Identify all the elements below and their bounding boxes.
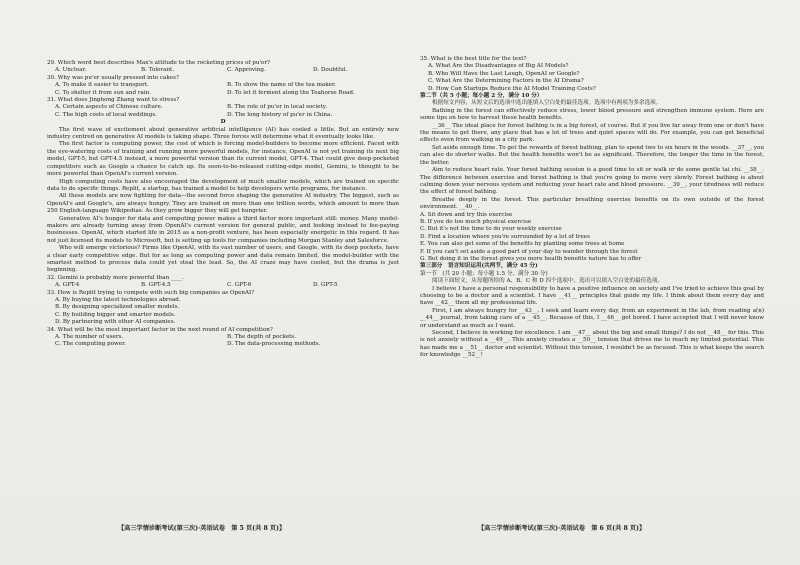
cloze-option[interactable]: E. You can also get some of the benefits by planting some trees at home [420,241,625,248]
cloze-paragraph: Set aside enough time. To get the rewards of forest bathing, plan to spend two to six hours in the woods. __37__, you can also do shorter walks. But the health benefits won't be as significant. Therefore, the longer the time in the forest, the better. [420,144,764,166]
cloze-paragraph: Aim to reduce heart rate. Your forest bathing session is a good time to sit or walk or do some gentle tai chi. __38__. The difference between exercise and forest bathing is that you're going to move very slowly. Forest bathing is about calming down your nervous system and reducing your heart rate and blood pressure. __39__, your tiredness will reduce the effect of forest bathing. [420,167,764,196]
passage-paragraph: The first wave of excitement about generative artificial intelligence (AI) has cooled a little. But an entirely new industry centred on generative AI models is taking shape. Three forces will determine what it eventually looks like. [47,126,399,141]
option[interactable]: D. Doubtful. [313,67,348,74]
page-footer: 【高三学情诊断考试(第三次)·英语试卷 第 6 页(共 8 页)】 [478,525,646,532]
cloze-option[interactable]: A. Sit down and try this exercise [420,211,513,218]
option[interactable]: C. What Are the Determining Factors in the AI Drama? [428,78,584,85]
section-instructions: 阅读下面短文，从每题所给的 A、B、C 和 D 四个选项中，选出可以填入空白处的最佳选项。 [432,278,663,285]
question-options [47,67,399,74]
option[interactable]: B. Tolerant. [141,67,175,74]
question-options [47,297,399,327]
passage-label: D [220,119,226,126]
option[interactable]: B. To show the name of the tea maker. [227,82,336,89]
left-column [47,60,399,349]
option[interactable]: D. The long history of pu'er in China. [227,111,333,118]
cloze-option[interactable]: D. Find a location where you're surrounded by a lot of trees [420,233,590,240]
option[interactable]: B. Who Will Have the Last Laugh, OpenAI or Google? [428,70,580,77]
question-options [47,334,399,349]
passage-paragraph: The first factor is computing power, the cost of which is forcing model-builders to become more efficient. Faced with the eye-watering costs of training and running more powerful models, for instance, OpenAI is not yet training its next big model, GPT-5, but GPT-4.5 instead, a more powerful version than its current model, GPT-4. That could give deep-pocketed competitors such as Google a chance to catch up. Its soon-to-be-released cutting-edge model, Gemini, is thought to be more powerful than OpenAI's current version. [47,141,399,178]
question-stem: 30. Why was pu'er usually pressed into cakes? [47,74,179,81]
option[interactable]: D. How Can Startups Reduce the AI Model Training Costs? [428,85,596,92]
passage-paragraph: Who will emerge victorious? Firms like OpenAI, with its vast number of users, and Google, with its deep pockets, have a clear early competitive edge. But for as long as computing power and data remain limited, the model-builder with the smartest method to process data could yet steal the lead. So, the AI craze may have cooled, but the drama is just beginning. [47,245,399,274]
essay-paragraph: First, I am always hungry for __43__. I seek and learn every day, from an experiment in the lab, from reading a(n) __44__ journal, from taking care of a __45__. Because of this, I __46__ get bored. I have accepted that I will never know or understand as much as I want. [420,307,764,329]
passage-paragraph: Generative AI's hunger for data and computing power makes a third factor more important still: money. Many model-makers are already turning away from OpenAI's current version for general public, and looking instead to fee-paying businesses. OpenAI, which started life in 2015 as a non-profit venture, has been especially energetic in this regard. It has not just licensed its models to Microsoft, but is setting up tools for companies including Morgan Stanley and Salesforce. [47,215,399,244]
section-instructions: 根据短文内容，从短文后的选项中选出能填入空白处的最佳选项。选项中有两项为多余选项。 [432,100,662,107]
question-stem: 33. How is Replit trying to compete with such big companies as OpenAI? [47,289,255,296]
option[interactable]: C. The computing power. [55,341,126,348]
right-column [420,56,764,360]
option[interactable]: A. Unclear. [55,67,87,74]
cloze-option[interactable]: G. But doing it in the forest gives you more health benefits nature has to offer [420,255,642,262]
option[interactable]: C. Approving. [227,67,266,74]
cloze-option[interactable]: F. If you can't set aside a good part of your day to wander through the forest [420,248,638,255]
option[interactable]: A. By buying the latest technologies abroad. [55,297,181,303]
page-footer: 【高三学情诊断考试(第三次)·英语试卷 第 5 页(共 8 页)】 [118,525,286,532]
cloze-option[interactable]: B. If you do too much physical exercise [420,218,532,225]
option[interactable]: A. GPT-4 [55,282,80,289]
option[interactable]: C. GPT-6 [227,282,252,289]
option[interactable]: C. The high costs of local weddings. [55,111,157,118]
cloze-option-list [420,212,764,264]
cloze-paragraph: __36__ The ideal place for forest bathing is in a big forest, of course. But if you live far away from one or don't have the means to get there, any place that has a lot of trees and quiet spaces will do. For example, you can get beneficial effects even from walking in a city park. [420,122,764,144]
option[interactable]: B. GPT-4.5 [141,282,171,289]
option[interactable]: A. What Are the Disadvantages of Big AI Models? [428,63,569,70]
question-options [47,282,399,289]
question-stem: 35. What is the best title for the text? [420,56,527,62]
cloze-paragraph: Breathe deeply in the forest. This particular breathing exercise benefits on its own outside of the forest environment. __40__. [420,196,764,211]
option[interactable]: A. To make it easier to transport. [55,82,149,89]
option[interactable]: D. The data-processing methods. [227,341,321,348]
option[interactable]: C. By building bigger and smarter models. [55,311,176,318]
part-title: 第三部分 语言知识运用(共两节，满分 45 分) [420,263,538,270]
question-options [47,82,399,97]
question-stem: 32. Gemini is probably more powerful than ____. [47,274,184,281]
passage-paragraph: All these models are now fighting for data—the second force shaping the generative AI industry. The biggest, such as OpenAI's and Google's, are always hungry. They are trained on more than one trillion words, which amount to more than 250 English-language Wikipedias. As they grow bigger they will get hungrier. [47,193,399,215]
essay-paragraph: Second, I believe in working for excellence. I am __47__ about the big and small things? I do not __48__ for this. This is not anxiety without a __49__. This anxiety creates a __50__ tension that drives me to reach my limited potential. This has made me a __51__ doctor and scientist. Without this tension, I wouldn't be as focused. This is what keeps the search for knowledge __52__! [420,330,764,359]
cloze-paragraph: Bathing in the forest can effectively reduce stress, lower blood pressure and strengthen immune system. Here are some tips on how to harvest these health benefits. [420,107,764,122]
cloze-option[interactable]: C. But it's not the time to do your weekly exercise [420,226,562,233]
option[interactable]: A. Certain aspects of Chinese culture. [55,104,163,111]
option[interactable]: D. GPT-5 [313,282,338,289]
essay-paragraph: I believe I have a personal responsibility to have a positive influence on society and I've tried to achieve this goal by choosing to be a doctor and a scientist. I have __41__ principles that guide my life. I think about them every day and have __42__ them all my professional life. [420,285,764,307]
option[interactable]: D. To let it ferment along the Teahorse Road. [227,89,355,96]
question-stem: 31. What does Jinghong Zhang want to stress? [47,97,180,104]
option[interactable]: B. The role of pu'er in local society. [227,104,327,111]
option[interactable]: D. By partnering with other AI companies. [55,319,176,326]
option[interactable]: B. The depth of pockets. [227,334,297,341]
passage-paragraph: High computing costs have also encouraged the development of much smaller models, which are trained on specific data to do specific things. Replit, a startup, has trained a model to help developers write programs, for instance. [47,178,399,192]
question-options [420,63,764,93]
section-title: 第二节（共 5 小题；每小题 2 分，满分 10 分） [420,93,543,100]
section-title: 第一节 (共 20 小题；每小题 1.5 分，满分 30 分) [420,270,548,277]
question-options [47,104,399,119]
option[interactable]: C. To shelter it from sun and rain. [55,89,151,96]
question-stem: 29. Which word best describes Max's attitude to the rocketing prices of pu'er? [47,60,271,66]
question-stem: 34. What will be the most important factor in the next round of AI competition? [47,326,273,333]
option[interactable]: A. The number of users. [55,334,124,341]
option[interactable]: B. By designing specialized smaller models. [55,304,180,311]
